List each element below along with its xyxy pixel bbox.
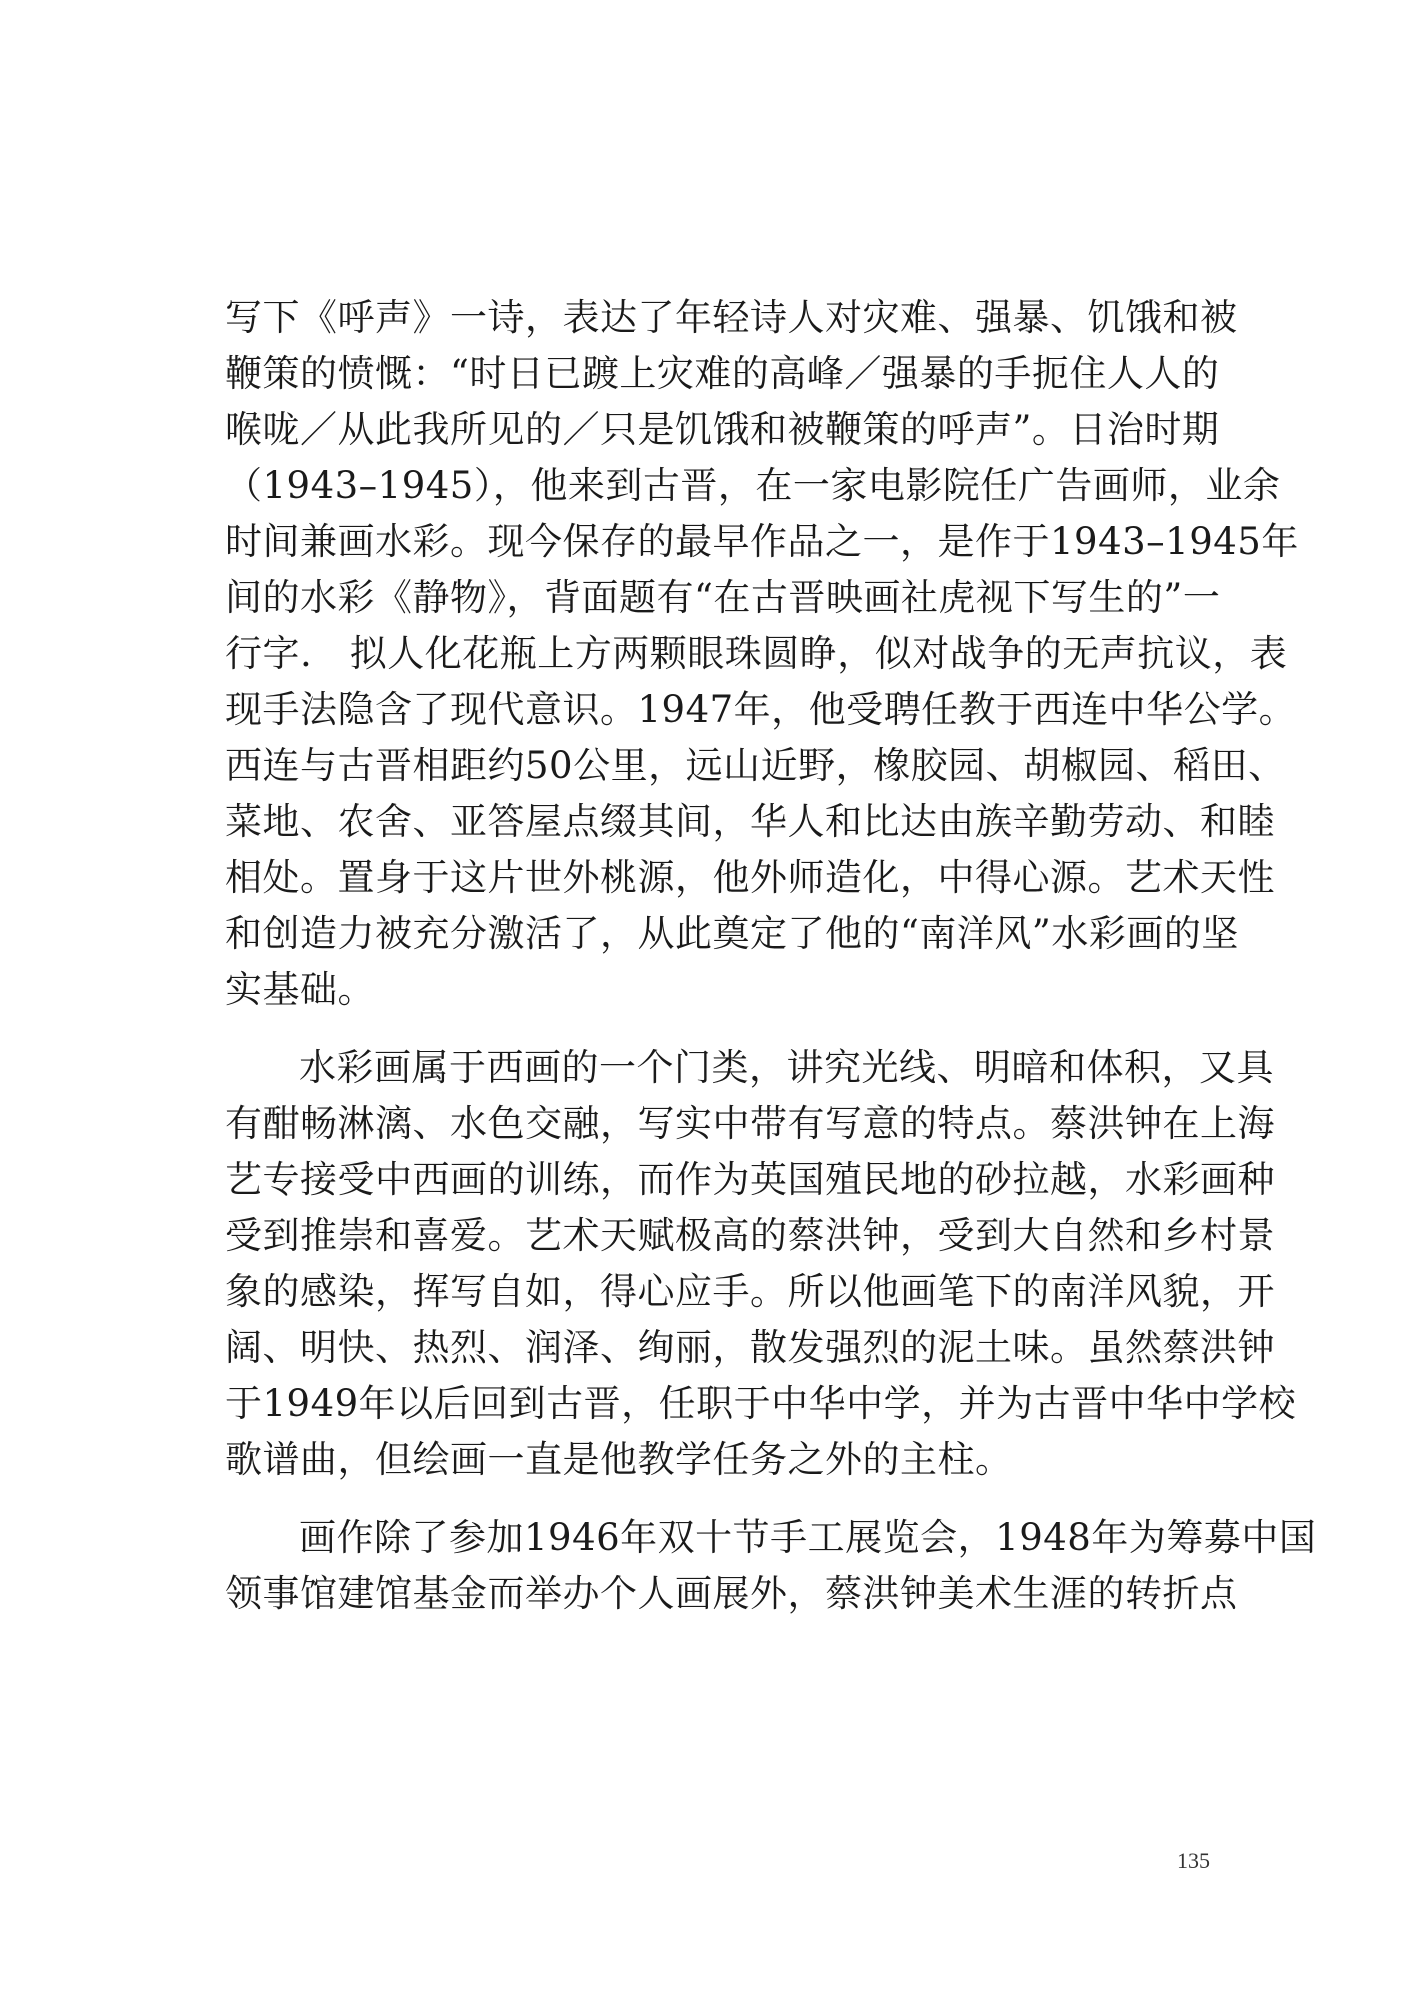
text-line: 写下《呼声》一诗，表达了年轻诗人对灾难、强暴、饥饿和被 — [225, 296, 1238, 339]
text-line: 有酣畅淋漓、水色交融，写实中带有写意的特点。蔡洪钟在上海 — [225, 1102, 1275, 1145]
text-line: 画作除了参加1946年双十节手工展览会，1948年为筹募中国 — [299, 1516, 1317, 1559]
text-line: 和创造力被充分激活了，从此奠定了他的“南洋风”水彩画的坚 — [225, 912, 1239, 955]
text-line: 于1949年以后回到古晋，任职于中华中学，并为古晋中华中学校 — [225, 1382, 1297, 1425]
text-line: 时间兼画水彩。现今保存的最早作品之一，是作于1943–1945年 — [225, 520, 1299, 563]
paragraph-gap — [225, 1018, 1210, 1040]
text-line: 艺专接受中西画的训练，而作为英国殖民地的砂拉越，水彩画种 — [225, 1158, 1275, 1201]
text-line: 阔、明快、热烈、润泽、绚丽，散发强烈的泥土味。虽然蔡洪钟 — [225, 1326, 1275, 1369]
text-line: 实基础。 — [225, 968, 375, 1011]
text-line: 受到推崇和喜爱。艺术天赋极高的蔡洪钟，受到大自然和乡村景 — [225, 1214, 1275, 1257]
text-line: 行字. 拟人化花瓶上方两颗眼珠圆睁，似对战争的无声抗议，表 — [225, 632, 1288, 675]
text-line: 水彩画属于西画的一个门类，讲究光线、明暗和体积，又具 — [299, 1046, 1274, 1089]
text-line: （1943–1945），他来到古晋，在一家电影院任广告画师，业余 — [225, 464, 1281, 507]
text-line: 喉咙／从此我所见的／只是饥饿和被鞭策的呼声”。日治时期 — [225, 408, 1220, 451]
text-line: 鞭策的愤慨：“时日已踱上灾难的高峰／强暴的手扼住人人的 — [225, 352, 1220, 395]
text-line: 菜地、农舍、亚答屋点缀其间，华人和比达由族辛勤劳动、和睦 — [225, 800, 1275, 843]
text-line: 西连与古晋相距约50公里，远山近野，橡胶园、胡椒园、稻田、 — [225, 744, 1286, 787]
text-line: 象的感染，挥写自如，得心应手。所以他画笔下的南洋风貌，开 — [225, 1270, 1275, 1313]
body-text — [225, 290, 1317, 1622]
paragraph-gap — [225, 1488, 1210, 1510]
page-number: 135 — [1177, 1848, 1210, 1873]
text-line: 领事馆建馆基金而举办个人画展外，蔡洪钟美术生涯的转折点 — [225, 1572, 1238, 1615]
text-line: 相处。置身于这片世外桃源，他外师造化，中得心源。艺术天性 — [225, 856, 1275, 899]
text-line: 间的水彩《静物》，背面题有“在古晋映画社虎视下写生的”一 — [225, 576, 1221, 619]
text-line: 歌谱曲，但绘画一直是他教学任务之外的主柱。 — [225, 1438, 1013, 1481]
text-line: 现手法隐含了现代意识。1947年，他受聘任教于西连中华公学。 — [225, 688, 1297, 731]
